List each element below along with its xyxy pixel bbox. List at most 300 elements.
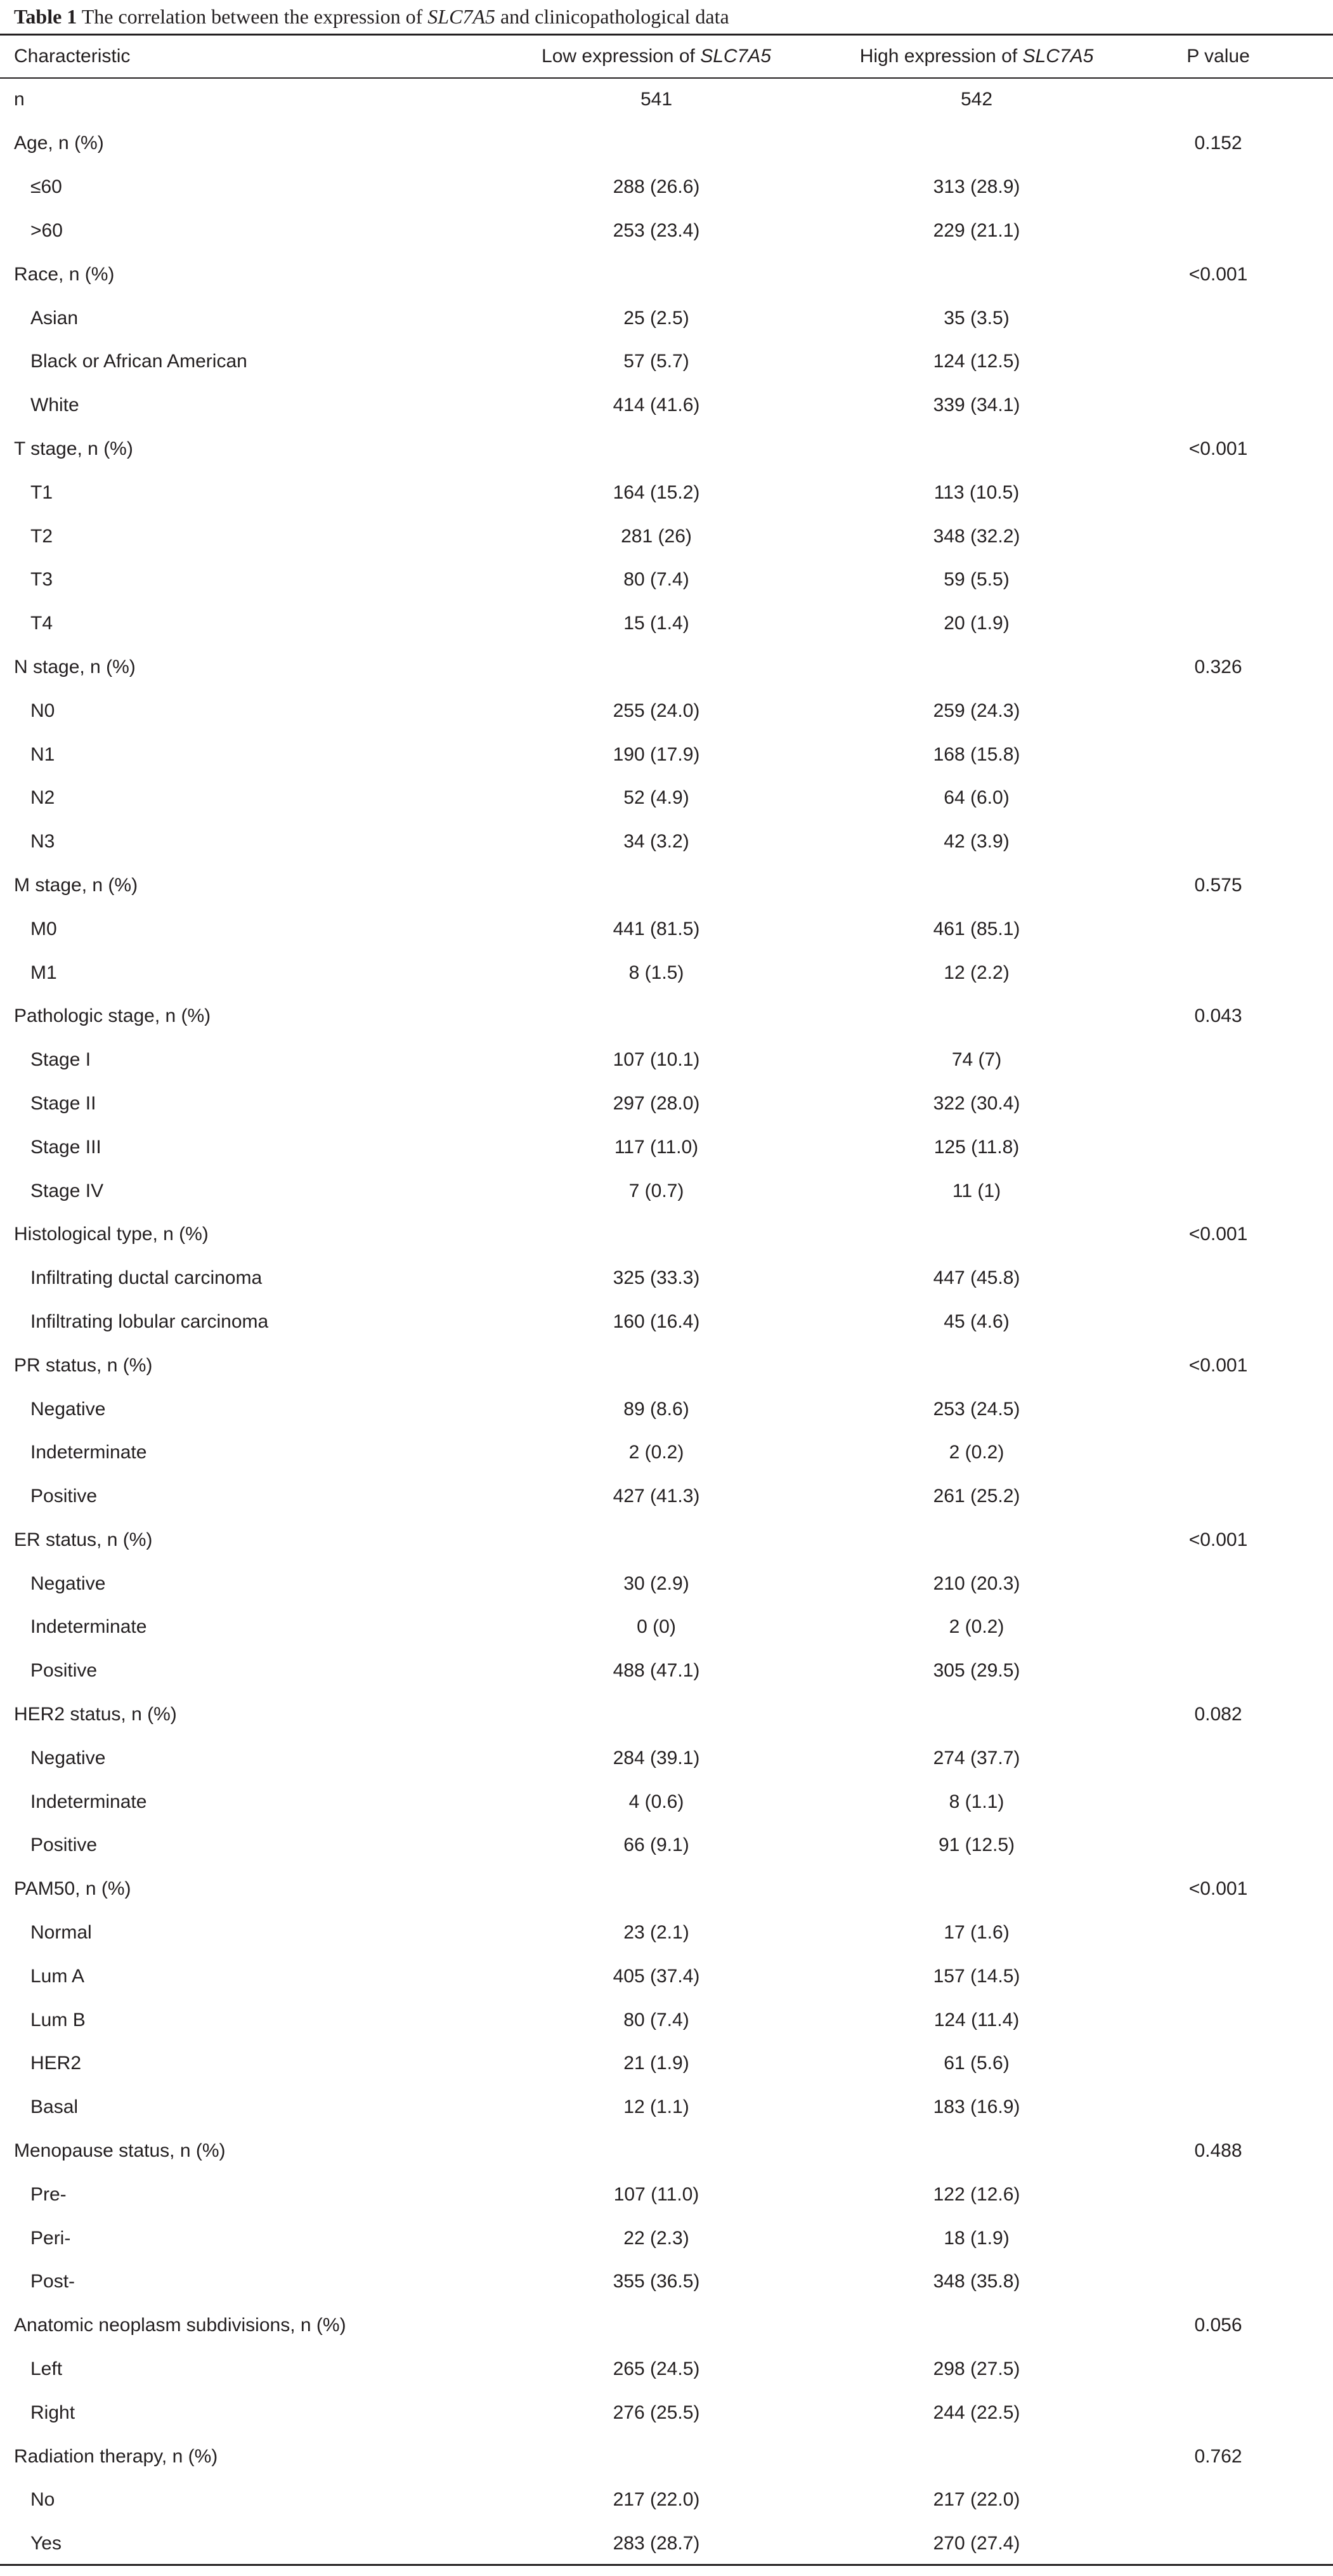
header-high-gene: SLC7A5 [1022,46,1094,67]
cell-p-value: 0.043 [1194,1005,1242,1027]
cell-low-expression: 4 (0.6) [628,1791,684,1812]
cell-high-expression: 124 (11.4) [933,2009,1020,2030]
cell-high-expression: 2 (0.2) [949,1616,1005,1638]
table-row-subitem [0,2260,1333,2304]
cell-p-value: <0.001 [1188,1529,1248,1550]
table-row-category [0,2129,1333,2173]
cell-p-value [1103,689,1333,733]
cell-high-expression: 17 (1.6) [944,1922,1010,1944]
cell-characteristic: T2 [30,525,53,547]
table-row-category [0,995,1333,1038]
cell-high-expression: 298 (27.5) [933,2358,1020,2380]
cell-low-expression [438,1867,850,1911]
cell-low-expression [438,122,850,166]
cell-p-value [1103,77,1333,122]
table-row-subitem [0,1125,1333,1169]
cell-characteristic: T4 [30,613,53,634]
cell-low-expression: 34 (3.2) [623,831,689,853]
cell-p-value: <0.001 [1188,1354,1248,1376]
cell-high-expression: 122 (12.6) [933,2183,1020,2205]
cell-p-value [1103,1387,1333,1431]
cell-p-value [1103,733,1333,776]
cell-p-value: <0.001 [1188,1224,1248,1245]
header-low-gene: SLC7A5 [700,46,771,67]
cell-low-expression: 284 (39.1) [613,1747,700,1769]
table-row-subitem [0,1387,1333,1431]
cell-low-expression: 265 (24.5) [613,2358,700,2380]
table-row-subitem [0,689,1333,733]
cell-characteristic: PAM50, n (%) [14,1878,131,1900]
cell-high-expression: 45 (4.6) [944,1311,1010,1332]
cell-high-expression [850,1344,1103,1387]
cell-low-expression: 15 (1.4) [623,613,689,634]
table-row-category [0,1519,1333,1562]
cell-high-expression: 61 (5.6) [944,2053,1010,2074]
table-row-category [0,1867,1333,1911]
cell-p-value: 0.575 [1194,874,1242,896]
cell-high-expression [850,1519,1103,1562]
header-low-expression [438,36,850,77]
table-caption-gene: SLC7A5 [427,5,495,28]
cell-characteristic: Radiation therapy, n (%) [14,2445,218,2467]
cell-characteristic: Infiltrating ductal carcinoma [30,1267,263,1289]
cell-characteristic: Positive [30,1486,98,1507]
cell-high-expression: 2 (0.2) [949,1442,1005,1463]
cell-high-expression: 542 [960,89,993,110]
cell-characteristic: Stage III [30,1136,101,1158]
cell-low-expression: 57 (5.7) [623,351,689,372]
table-row-subitem [0,2173,1333,2216]
cell-high-expression: 20 (1.9) [944,613,1010,634]
cell-characteristic: HER2 status, n (%) [14,1704,177,1725]
cell-characteristic: Histological type, n (%) [14,1224,209,1245]
cell-characteristic: Positive [30,1660,98,1682]
cell-characteristic: Menopause status, n (%) [14,2140,226,2162]
cell-p-value [1103,1824,1333,1867]
table-row-subitem [0,733,1333,776]
cell-low-expression: 255 (24.0) [613,700,700,721]
cell-characteristic: T stage, n (%) [14,438,133,459]
cell-low-expression: 66 (9.1) [623,1834,689,1856]
cell-low-expression [438,864,850,908]
table-row-subitem [0,907,1333,951]
cell-p-value [1103,1605,1333,1649]
cell-low-expression: 2 (0.2) [628,1442,684,1463]
cell-low-expression: 52 (4.9) [623,787,689,809]
cell-p-value [1103,2260,1333,2304]
cell-low-expression [438,1344,850,1387]
table-row-subitem [0,1082,1333,1126]
cell-characteristic: N3 [30,831,55,853]
cell-p-value [1103,2216,1333,2260]
table-row-subitem [0,2478,1333,2522]
cell-low-expression: 30 (2.9) [623,1572,689,1594]
cell-characteristic: Indeterminate [30,1616,147,1638]
cell-high-expression: 11 (1) [952,1180,1001,1201]
cell-high-expression: 8 (1.1) [949,1791,1005,1812]
cell-high-expression [850,2129,1103,2173]
table-row-subitem [0,1038,1333,1082]
cell-high-expression: 59 (5.5) [944,569,1010,591]
cell-p-value [1103,1169,1333,1213]
cell-high-expression [850,122,1103,166]
table-row-subitem [0,209,1333,253]
cell-characteristic: Stage II [30,1092,96,1114]
cell-high-expression: 64 (6.0) [944,787,1010,809]
cell-p-value [1103,1954,1333,1998]
cell-low-expression [438,1519,850,1562]
cell-high-expression: 305 (29.5) [933,1660,1020,1682]
cell-characteristic: N2 [30,787,55,809]
table-row-subitem [0,2391,1333,2435]
cell-characteristic: M0 [30,918,57,939]
cell-high-expression: 35 (3.5) [944,307,1010,329]
cell-low-expression: 414 (41.6) [613,395,700,416]
cell-characteristic: Normal [30,1922,92,1944]
cell-low-expression: 25 (2.5) [623,307,689,329]
cell-p-value [1103,1475,1333,1519]
cell-high-expression: 113 (10.5) [933,481,1020,503]
cell-p-value [1103,514,1333,558]
cell-p-value [1103,1082,1333,1126]
cell-p-value: 0.326 [1194,656,1242,677]
cell-high-expression: 217 (22.0) [933,2489,1020,2511]
table-row-category [0,2435,1333,2478]
table-row-subitem [0,558,1333,602]
table-row-subitem [0,602,1333,646]
cell-low-expression: 325 (33.3) [613,1267,700,1289]
table-row-subitem [0,471,1333,514]
table-caption-label: Table 1 [14,5,77,28]
cell-p-value [1103,2173,1333,2216]
cell-characteristic: Post- [30,2271,75,2292]
cell-high-expression: 339 (34.1) [933,395,1020,416]
cell-characteristic: M stage, n (%) [14,874,138,896]
cell-p-value [1103,2391,1333,2435]
table-row-subitem [0,2216,1333,2260]
cell-low-expression: 7 (0.7) [628,1180,684,1201]
cell-low-expression: 8 (1.5) [628,962,684,983]
cell-p-value [1103,166,1333,209]
cell-low-expression [438,646,850,690]
cell-high-expression: 322 (30.4) [933,1092,1020,1114]
cell-characteristic: ≤60 [30,176,62,198]
table-body [0,77,1333,2566]
table-row-subitem [0,2348,1333,2391]
cell-high-expression [850,252,1103,296]
cell-characteristic: Negative [30,1398,106,1420]
cell-high-expression: 461 (85.1) [933,918,1020,939]
table-row-category [0,646,1333,690]
table-header-row [0,36,1333,77]
table-row-category [0,1213,1333,1257]
cell-characteristic: Right [30,2402,75,2423]
header-p-value: P value [1187,46,1250,67]
cell-p-value [1103,209,1333,253]
cell-low-expression: 405 (37.4) [613,1965,700,1987]
cell-p-value [1103,340,1333,384]
cell-p-value [1103,2042,1333,2086]
table-row-subitem [0,1431,1333,1475]
cell-p-value [1103,1257,1333,1300]
cell-high-expression [850,2435,1103,2478]
table-row-category [0,1693,1333,1737]
cell-high-expression: 274 (37.7) [933,1747,1020,1769]
cell-characteristic: Positive [30,1834,98,1856]
header-high-prefix: High expression of [859,46,1023,67]
cell-characteristic: Yes [30,2533,62,2554]
cell-high-expression: 168 (15.8) [933,743,1020,765]
cell-characteristic: Negative [30,1747,106,1769]
cell-p-value: <0.001 [1188,1878,1248,1900]
cell-high-expression: 447 (45.8) [933,1267,1020,1289]
cell-high-expression [850,995,1103,1038]
cell-p-value [1103,1649,1333,1693]
cell-characteristic: Race, n (%) [14,263,115,285]
cell-p-value: <0.001 [1188,438,1248,459]
table-row-category [0,428,1333,471]
cell-high-expression [850,428,1103,471]
cell-low-expression: 253 (23.4) [613,219,700,241]
cell-high-expression [850,864,1103,908]
table-caption [14,0,729,33]
cell-low-expression: 355 (36.5) [613,2271,700,2292]
cell-p-value: 0.056 [1194,2315,1242,2336]
cell-high-expression: 313 (28.9) [933,176,1020,198]
table-row-subitem [0,2042,1333,2086]
cell-characteristic: Left [30,2358,63,2380]
header-characteristic: Characteristic [14,46,131,67]
cell-p-value [1103,1998,1333,2042]
cell-high-expression [850,2304,1103,2348]
cell-high-expression: 18 (1.9) [944,2227,1010,2249]
table-row-subitem [0,776,1333,820]
cell-low-expression: 107 (11.0) [613,2183,699,2205]
cell-p-value [1103,1125,1333,1169]
cell-characteristic: Black or African American [30,351,247,372]
cell-low-expression: 283 (28.7) [613,2533,700,2554]
cell-low-expression: 80 (7.4) [623,569,689,591]
cell-characteristic: Age, n (%) [14,133,104,154]
cell-high-expression: 125 (11.8) [933,1136,1020,1158]
table-row-subitem [0,1169,1333,1213]
cell-characteristic: Basal [30,2096,79,2118]
cell-low-expression [438,1213,850,1257]
cell-characteristic: Indeterminate [30,1791,147,1812]
cell-characteristic: n [14,89,25,110]
cell-low-expression: 488 (47.1) [613,1660,700,1682]
table-row-category [0,122,1333,166]
cell-low-expression: 288 (26.6) [613,176,700,198]
table-caption-text-after: and clinicopathological data [495,5,729,28]
cell-high-expression: 42 (3.9) [944,831,1010,853]
cell-p-value [1103,296,1333,340]
table-caption-text-before: The correlation between the expression of [77,5,428,28]
cell-low-expression: 89 (8.6) [623,1398,689,1420]
cell-characteristic: Pre- [30,2183,67,2205]
cell-p-value [1103,2348,1333,2391]
cell-p-value [1103,2478,1333,2522]
cell-low-expression [438,1693,850,1737]
table-row-category [0,2304,1333,2348]
cell-p-value [1103,2086,1333,2129]
table-row-subitem [0,2522,1333,2566]
cell-characteristic: Lum A [30,1965,85,1987]
table-row-subitem [0,1998,1333,2042]
cell-high-expression: 91 (12.5) [938,1834,1015,1856]
table-row-subitem [0,384,1333,428]
cell-low-expression: 281 (26) [621,525,692,547]
table-row-subitem [0,514,1333,558]
table-row-subitem [0,340,1333,384]
cell-high-expression: 124 (12.5) [933,351,1020,372]
cell-characteristic: Negative [30,1572,106,1594]
cell-low-expression: 541 [640,89,673,110]
cell-p-value [1103,2522,1333,2566]
cell-p-value [1103,820,1333,864]
cell-characteristic: ER status, n (%) [14,1529,153,1550]
clinicopathological-table [0,36,1333,2566]
cell-characteristic: Asian [30,307,79,329]
cell-characteristic: HER2 [30,2053,82,2074]
cell-characteristic: No [30,2489,55,2511]
cell-high-expression: 253 (24.5) [933,1398,1020,1420]
cell-low-expression: 107 (10.1) [613,1049,700,1071]
cell-p-value [1103,1736,1333,1780]
cell-low-expression: 160 (16.4) [613,1311,700,1332]
cell-characteristic: Pathologic stage, n (%) [14,1005,211,1027]
cell-high-expression: 270 (27.4) [933,2533,1020,2554]
cell-low-expression: 427 (41.3) [613,1486,700,1507]
cell-low-expression: 0 (0) [637,1616,676,1638]
cell-high-expression: 210 (20.3) [933,1572,1020,1594]
cell-high-expression: 12 (2.2) [944,962,1010,983]
table-row-subitem [0,1780,1333,1824]
cell-low-expression [438,428,850,471]
cell-characteristic: PR status, n (%) [14,1354,153,1376]
cell-low-expression: 23 (2.1) [623,1922,689,1944]
cell-low-expression [438,2435,850,2478]
cell-characteristic: Stage IV [30,1180,104,1201]
table-row-subitem [0,820,1333,864]
cell-characteristic: T3 [30,569,53,591]
cell-characteristic: Infiltrating lobular carcinoma [30,1311,269,1332]
cell-p-value: <0.001 [1188,263,1248,285]
cell-high-expression: 244 (22.5) [933,2402,1020,2423]
cell-p-value [1103,1431,1333,1475]
cell-high-expression [850,1693,1103,1737]
cell-high-expression [850,1213,1103,1257]
cell-high-expression: 74 (7) [951,1049,1002,1071]
cell-p-value [1103,471,1333,514]
cell-low-expression: 21 (1.9) [623,2053,689,2074]
table-row-subitem [0,1911,1333,1955]
cell-p-value [1103,1300,1333,1344]
cell-low-expression: 190 (17.9) [613,743,700,765]
table-row-subitem [0,1824,1333,1867]
table-row-subitem [0,1649,1333,1693]
cell-low-expression: 80 (7.4) [623,2009,689,2030]
cell-low-expression: 217 (22.0) [613,2489,700,2511]
cell-high-expression: 183 (16.9) [933,2096,1020,2118]
table-row-category [0,864,1333,908]
cell-p-value [1103,951,1333,995]
table-row-category [0,1344,1333,1387]
cell-high-expression [850,646,1103,690]
table-row-category [0,77,1333,122]
table-row-subitem [0,296,1333,340]
cell-p-value [1103,1562,1333,1605]
cell-p-value [1103,1911,1333,1955]
table-row-subitem [0,1605,1333,1649]
cell-high-expression [850,1867,1103,1911]
cell-characteristic: N0 [30,700,55,721]
table-row-subitem [0,1300,1333,1344]
cell-p-value: 0.762 [1194,2445,1242,2467]
cell-p-value [1103,602,1333,646]
cell-high-expression: 261 (25.2) [933,1486,1020,1507]
header-low-prefix: Low expression of [542,46,701,67]
cell-p-value: 0.082 [1194,1704,1242,1725]
cell-characteristic: N1 [30,743,55,765]
cell-high-expression: 348 (35.8) [933,2271,1020,2292]
cell-high-expression: 229 (21.1) [933,219,1020,241]
cell-low-expression: 276 (25.5) [613,2402,700,2423]
table-row-subitem [0,1257,1333,1300]
table-row-subitem [0,166,1333,209]
cell-characteristic: Indeterminate [30,1442,147,1463]
cell-characteristic: >60 [30,219,63,241]
cell-p-value: 0.488 [1194,2140,1242,2162]
header-high-expression [850,36,1103,77]
table-row-subitem [0,1954,1333,1998]
table-row-subitem [0,2086,1333,2129]
cell-low-expression: 441 (81.5) [613,918,700,939]
cell-p-value [1103,907,1333,951]
cell-high-expression: 157 (14.5) [933,1965,1020,1987]
cell-characteristic: Peri- [30,2227,71,2249]
cell-p-value [1103,558,1333,602]
cell-characteristic: T1 [30,481,53,503]
cell-low-expression [438,252,850,296]
cell-low-expression: 12 (1.1) [623,2096,689,2118]
cell-low-expression: 117 (11.0) [614,1136,699,1158]
cell-p-value [1103,1780,1333,1824]
cell-high-expression: 259 (24.3) [933,700,1020,721]
cell-low-expression: 22 (2.3) [623,2227,689,2249]
cell-characteristic: Anatomic neoplasm subdivisions, n (%) [14,2315,346,2336]
table-row-subitem [0,1736,1333,1780]
cell-low-expression [438,2304,850,2348]
cell-low-expression [438,2129,850,2173]
cell-p-value [1103,1038,1333,1082]
cell-p-value: 0.152 [1194,133,1242,154]
cell-characteristic: Lum B [30,2009,86,2030]
cell-characteristic: M1 [30,962,57,983]
cell-p-value [1103,384,1333,428]
cell-characteristic: Stage I [30,1049,91,1071]
table-row-subitem [0,1562,1333,1605]
cell-low-expression: 297 (28.0) [613,1092,700,1114]
table-row-category [0,252,1333,296]
cell-low-expression: 164 (15.2) [613,481,700,503]
cell-characteristic: N stage, n (%) [14,656,136,677]
cell-high-expression: 348 (32.2) [933,525,1020,547]
cell-low-expression [438,995,850,1038]
cell-characteristic: White [30,395,79,416]
table-row-subitem [0,1475,1333,1519]
cell-p-value [1103,776,1333,820]
